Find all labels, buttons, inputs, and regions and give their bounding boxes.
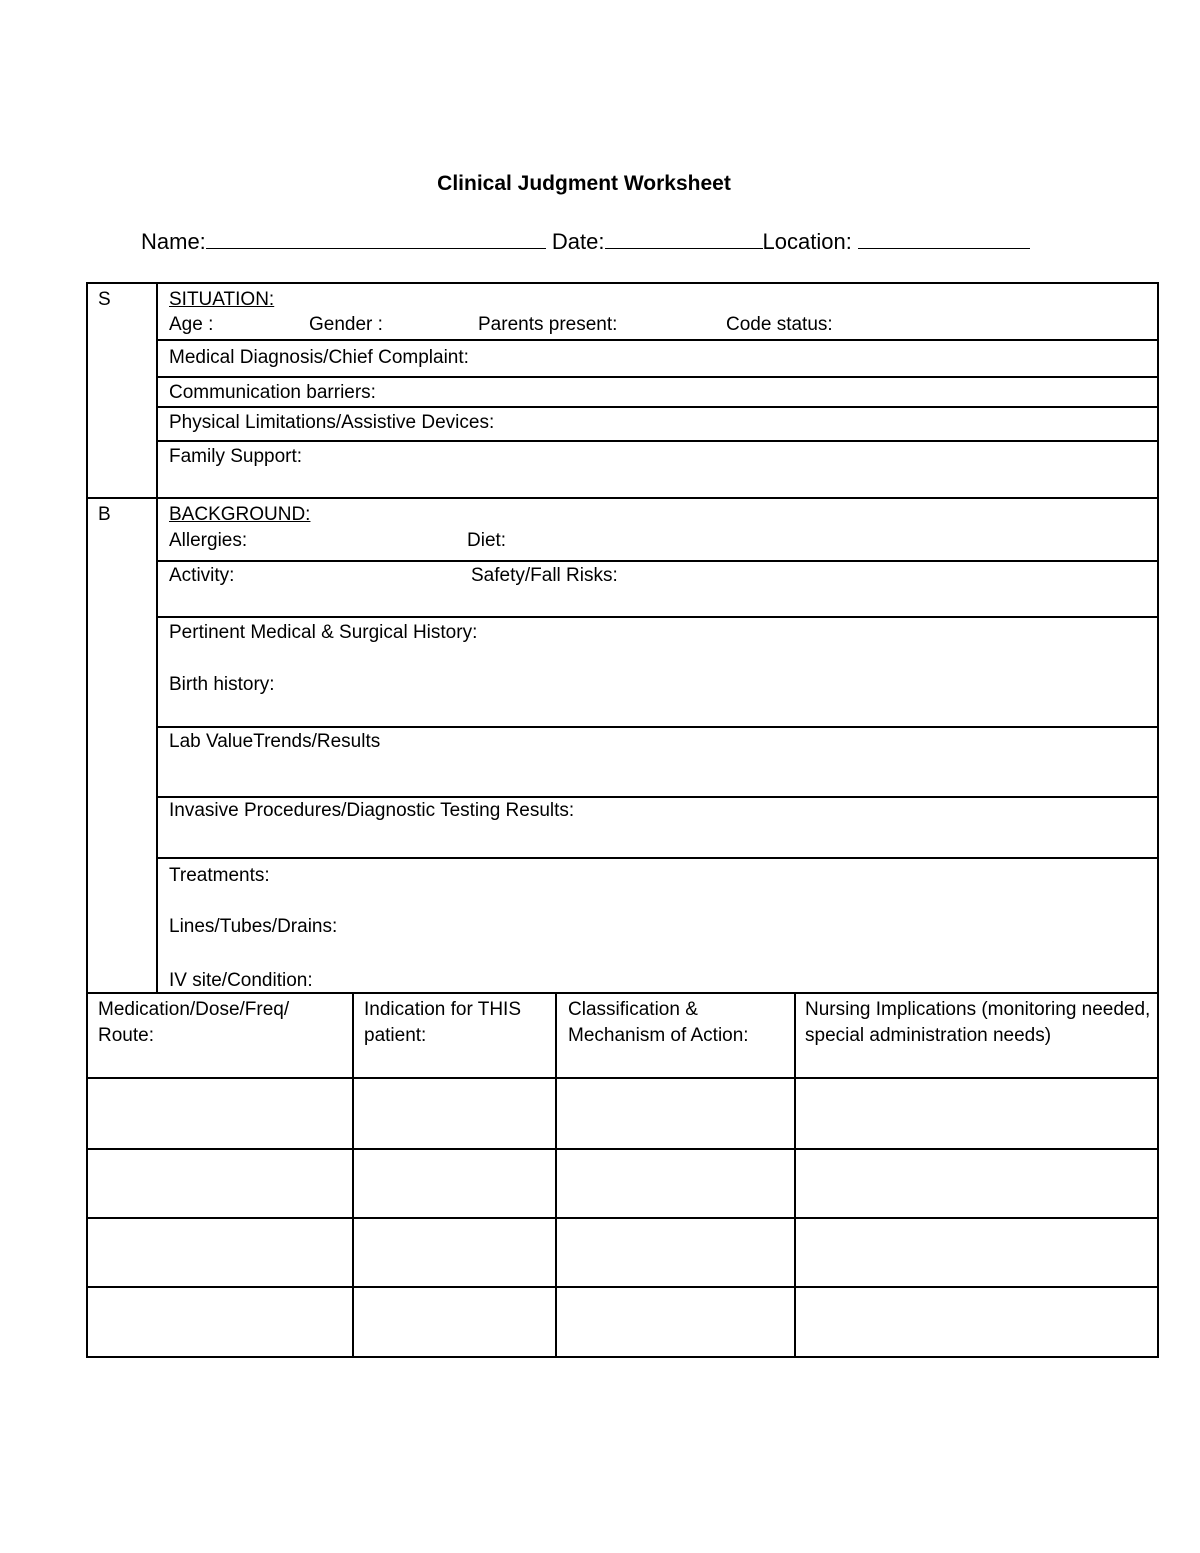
header-fields <box>141 226 1030 255</box>
row-divider <box>87 1148 1158 1150</box>
safety-label: Safety/Fall Risks: <box>471 565 618 586</box>
classification-header: Classification & Mechanism of Action: <box>568 999 749 1046</box>
gender-label: Gender : <box>309 314 383 335</box>
column-divider <box>794 993 796 1357</box>
labs-label: Lab ValueTrends/Results <box>169 731 381 752</box>
row-divider <box>87 1217 1158 1219</box>
column-divider <box>555 993 557 1357</box>
row-divider <box>87 1077 1158 1079</box>
situation-letter: S <box>98 289 111 310</box>
background-heading: BACKGROUND: <box>169 504 311 525</box>
section-divider <box>87 992 1158 994</box>
row-divider <box>157 406 1158 408</box>
column-divider <box>352 993 354 1357</box>
location-field[interactable] <box>858 226 1030 249</box>
diagnosis-label: Medical Diagnosis/Chief Complaint: <box>169 347 469 368</box>
name-label: Name: <box>141 229 206 254</box>
age-label: Age : <box>169 314 214 335</box>
lines-label: Lines/Tubes/Drains: <box>169 916 338 937</box>
name-field[interactable] <box>206 226 546 249</box>
treatments-label: Treatments: <box>169 865 270 886</box>
situation-heading: SITUATION: <box>169 289 275 310</box>
invasive-label: Invasive Procedures/Diagnostic Testing Results: <box>169 800 575 821</box>
history-label: Pertinent Medical & Surgical History: <box>169 622 478 643</box>
date-label: Date: <box>551 229 605 254</box>
medication-header: Medication/Dose/Freq/ Route: <box>98 999 290 1046</box>
indication-header: Indication for THIS patient: <box>364 999 522 1046</box>
row-divider <box>157 857 1158 859</box>
date-field[interactable] <box>605 226 763 249</box>
activity-label: Activity: <box>169 565 235 586</box>
iv-site-label: IV site/Condition: <box>169 970 313 991</box>
location-label: Location: <box>762 229 852 254</box>
row-divider <box>157 616 1158 618</box>
diet-label: Diet: <box>467 530 507 551</box>
physical-limitations-label: Physical Limitations/Assistive Devices: <box>169 412 495 433</box>
birth-history-label: Birth history: <box>169 674 275 695</box>
background-letter: B <box>98 504 111 525</box>
row-divider <box>157 726 1158 728</box>
row-divider <box>157 440 1158 442</box>
row-divider <box>157 376 1158 378</box>
row-divider <box>157 560 1158 562</box>
section-divider <box>87 497 1158 499</box>
page-title: Clinical Judgment Worksheet <box>437 172 731 195</box>
family-support-label: Family Support: <box>169 446 303 467</box>
allergies-label: Allergies: <box>169 530 248 551</box>
nursing-implications-header: Nursing Implications (monitoring needed, special administration needs) <box>805 999 1151 1046</box>
code-status-label: Code status: <box>726 314 833 335</box>
row-divider <box>87 1286 1158 1288</box>
communication-label: Communication barriers: <box>169 382 376 403</box>
letter-column-divider <box>156 283 158 993</box>
parents-present-label: Parents present: <box>478 314 618 335</box>
row-divider <box>157 339 1158 341</box>
row-divider <box>157 796 1158 798</box>
